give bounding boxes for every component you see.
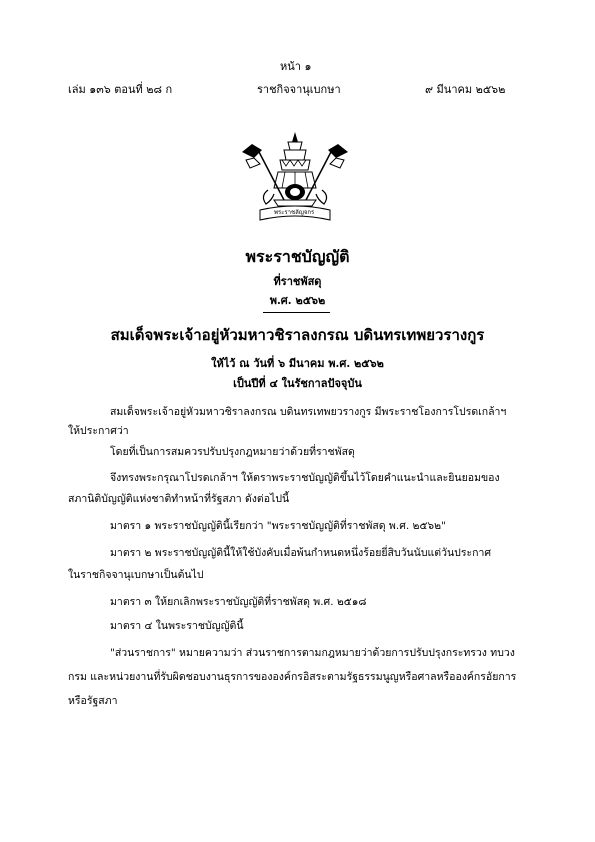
paragraph-line: จึงทรงพระกรุณาโปรดเกล้าฯ ให้ตราพระราชบัญญัติขึ้นไว้โดยคำแนะนำและยินยอมของ [110,472,500,484]
king-name: สมเด็จพระเจ้าอยู่หัวมหาวชิราลงกรณ บดินทรเทพยวรางกูร [110,326,485,344]
act-subject: ที่ราชพัสดุ [273,275,322,288]
paragraph-line: ในราชกิจจานุเบกษาเป็นต้นไป [68,569,204,581]
gazette-date: ๙ มีนาคม ๒๕๖๒ [425,83,506,96]
section-2: มาตรา ๒ พระราชบัญญัตินี้ให้ใช้บังคับเมื่อพ้นกำหนดหนึ่งร้อยยี่สิบวันนับแต่วันประกาศ [110,547,492,559]
title-divider [263,312,330,313]
act-year: พ.ศ. ๒๕๖๒ [269,294,326,307]
section-3: มาตรา ๓ ให้ยกเลิกพระราชบัญญัติที่ราชพัสดุ พ.ศ. ๒๕๑๘ [110,596,367,608]
gazette-name: ราชกิจจานุเบกษา [257,83,341,96]
emblem-banner-text: พระราชลัญจกร [274,209,315,216]
given-date: ให้ไว้ ณ วันที่ ๖ มีนาคม พ.ศ. ๒๕๖๒ [211,357,384,370]
section-4: มาตรา ๔ ในพระราชบัญญัตินี้ [110,620,244,632]
paragraph-line: สมเด็จพระเจ้าอยู่หัวมหาวชิราลงกรณ บดินทรเทพยวรางกูร มีพระราชโองการโปรดเกล้าฯ [110,406,507,418]
gazette-volume: เล่ม ๑๓๖ ตอนที่ ๒๘ ก [68,83,173,96]
reign-year: เป็นปีที่ ๔ ในรัชกาลปัจจุบัน [233,377,362,390]
definition-line: "ส่วนราชการ" หมายความว่า ส่วนราชการตามกฎหมายว่าด้วยการปรับปรุงกระทรวง ทบวง [110,647,515,659]
definition-line: กรม และหน่วยงานที่รับผิดชอบงานธุรการขององค์กรอิสระตามรัฐธรรมนูญหรือศาลหรือองค์กรอัยการ [68,671,517,683]
section-1: มาตรา ๑ พระราชบัญญัตินี้เรียกว่า "พระราชบัญญัติที่ราชพัสดุ พ.ศ. ๒๕๖๒" [110,520,446,532]
paragraph-line: สภานิติบัญญัติแห่งชาติทำหน้าที่รัฐสภา ดังต่อไปนี้ [68,493,290,505]
paragraph-line: ให้ประกาศว่า [68,425,129,437]
act-title: พระราชบัญญัติ [245,247,350,266]
definition-line: หรือรัฐสภา [68,695,118,707]
page-number: หน้า ๑ [280,60,312,73]
paragraph-line: โดยที่เป็นการสมควรปรับปรุงกฎหมายว่าด้วยที่ราชพัสดุ [110,446,355,458]
